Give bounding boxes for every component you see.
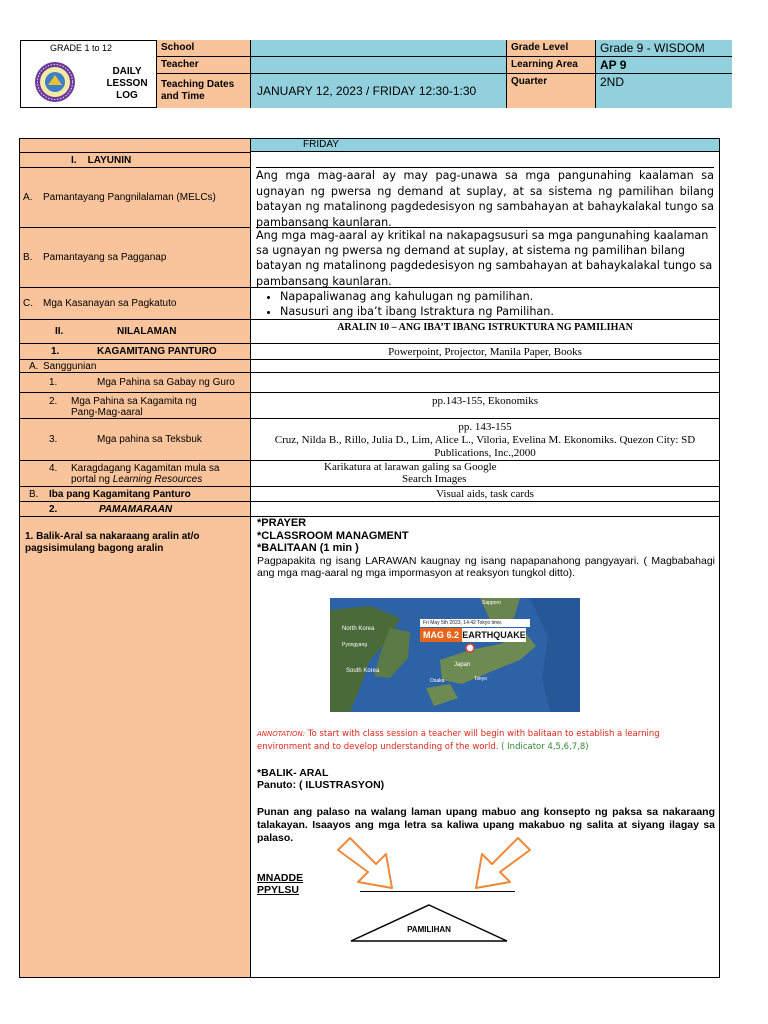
learning-area-label: Learning Area: [507, 57, 596, 74]
row-c-letter: C.: [23, 298, 33, 309]
scrambled-words: [257, 872, 303, 896]
grade-level-value: Grade 9 - WISDOM: [596, 40, 732, 57]
ref-row-4-text-1: Karagdagang Kagamitan mula sa portal ng: [71, 463, 220, 485]
balik-aral-heading: *BALIK- ARAL: [257, 767, 329, 779]
ref-row-4-text: [71, 463, 231, 485]
annotation-indicator: ( Indicator 4,5,6,7,8): [501, 742, 589, 752]
map-label-south-korea: South Korea: [346, 668, 380, 674]
teacher-label: Teacher: [157, 57, 251, 74]
quarter-label: Quarter: [507, 74, 596, 108]
layunin-text: I. LAYUNIN: [71, 154, 132, 166]
school-seal-logo: [34, 61, 76, 103]
pamamaraan-heading: [19, 501, 251, 516]
school-label: School: [157, 40, 251, 57]
row-c-value: [250, 287, 720, 319]
kagamitan-heading: [19, 343, 251, 359]
ref-row-3-value: [250, 418, 720, 460]
iba-pang-text: Iba pang Kagamitang Panturo: [49, 488, 191, 500]
ref-row-2-label: [19, 392, 251, 418]
ref-row-4-value-1: Karikatura at larawan galing sa Google: [324, 461, 497, 473]
row-c-text: Mga Kasanayan sa Pagkatuto: [43, 298, 177, 309]
ref-row-1-label: [19, 372, 251, 392]
nilalaman-text: NILALAMAN: [117, 326, 177, 337]
prayer-text: *PRAYER: [257, 517, 307, 529]
grade-level-label: Grade Level: [507, 40, 596, 57]
ref-row-4-value-2: Search Images: [402, 473, 467, 485]
panuto-text: Panuto: ( ILUSTRASYON): [257, 779, 385, 791]
balitaan-heading: *BALITAAN (1 min ): [257, 542, 359, 554]
map-date-label: Fri May 5th 2023, 14:42 Tokyo time.: [420, 619, 530, 627]
ref-row-2-value: pp.143-155, Ekonomiks: [250, 392, 720, 418]
row-b-value: Ang mga mag-aaral ay kritikal na nakapagsusuri sa mga pangunahing kaalaman sa ugnayan ng pwersa ng demand at suplay, at sistema ng pamilihan bilang batayan ng matalinong pagdedesisyon ng sambahayan at bahaykalakal tungo sa pambansang kaunlaran.: [256, 227, 716, 287]
sanggunian-text: Sanggunian: [43, 360, 97, 372]
scrambled-word-2: PPYLSU: [257, 884, 300, 896]
pamamaraan-text: PAMAMARAAN: [99, 503, 173, 515]
scrambled-word-1: MNADDE: [257, 872, 304, 884]
procedure-intro: [257, 517, 715, 580]
iba-pang-letter: B.: [29, 488, 39, 500]
ref-row-4-value: [250, 460, 720, 486]
teaching-dates-line1: Teaching Dates: [161, 79, 235, 90]
ref-row-2-num: 2.: [49, 396, 58, 407]
pamamaraan-num: 2.: [49, 503, 58, 515]
ref-row-3-label: [19, 418, 251, 460]
kagamitan-value: Powerpoint, Projector, Manila Paper, Books: [250, 343, 720, 359]
row-c-label: [19, 287, 251, 319]
row-b-letter: B.: [23, 252, 33, 263]
sanggunian-heading: [19, 359, 251, 372]
ref-row-3-pages: pp. 143-155: [458, 421, 512, 433]
ref-row-1-text: Mga Pahina sa Gabay ng Guro: [97, 377, 235, 388]
map-label-pyongyang: Pyongyang: [342, 642, 368, 648]
school-value: [251, 40, 507, 57]
row-b-text: Pamantayang sa Pagganap: [43, 252, 167, 263]
ref-row-3-citation: Cruz, Nilda B., Rillo, Julia D., Lim, Alice L., Viloria, Evelina M. Ekonomiks. Quezon City: SD Publications, Inc.,2000: [274, 434, 696, 459]
layunin-heading: [19, 152, 251, 167]
balance-line: [360, 891, 515, 892]
kagamitan-num: 1.: [51, 346, 60, 357]
ref-row-4-num: 4.: [49, 463, 58, 474]
triangle-label: PAMILIHAN: [407, 925, 451, 934]
skill-item: • Nasusuri ang iba’t ibang Istraktura ng Pamilihan.: [280, 304, 720, 319]
map-label-sapporo: Sapporo: [482, 600, 501, 606]
map-label-japan: Japan: [454, 662, 471, 668]
ref-row-4-label: [19, 460, 251, 486]
map-label-osaka: Osaka: [430, 678, 445, 684]
iba-pang-value: Visual aids, task cards: [250, 486, 720, 501]
ref-row-2-text: Mga Pahina sa Kagamita ng Pang-Mag-aaral: [71, 396, 197, 418]
ref-row-3-text: Mga pahina sa Teksbuk: [97, 434, 202, 445]
balitaan-text: Pagpapakita ng isang LARAWAN kaugnay ng isang napapanahong pangyayari. ( Magbabahagi ang mga mag-aaral ng mga impormasyon at reaksyon tungkol ditto).: [257, 554, 715, 579]
skill-item: • Napapaliwanag ang kahulugan ng pamilihan.: [280, 289, 720, 304]
classroom-text: *CLASSROOM MANAGMENT: [257, 529, 409, 542]
pamamaraan-value: [250, 501, 720, 516]
sanggunian-letter: A.: [29, 360, 39, 372]
left-arrow-shape: [334, 836, 400, 892]
map-earthquake-title: EARTHQUAKE: [462, 630, 526, 640]
teaching-dates-line2: and Time: [161, 91, 205, 102]
ref-row-1-value: [250, 372, 720, 392]
log-title: [104, 66, 150, 102]
annotation-body: To start with class session a teacher will begin with balitaan to establish a learning environment and to develop understanding of the world.: [257, 729, 660, 752]
dates-value-text: JANUARY 12, 2023 / FRIDAY 12:30-1:30: [257, 84, 477, 98]
nilalaman-num: II.: [55, 326, 64, 337]
aralin-title: ARALIN 10 – ANG IBA’T IBANG ISTRUKTURA NG PAMILIHAN: [250, 319, 720, 343]
annotation-text: [257, 728, 715, 754]
map-magnitude-badge: MAG 6.2: [420, 628, 462, 642]
iba-pang-label: [19, 486, 251, 501]
quarter-value: 2ND: [596, 74, 732, 108]
earthquake-map-image: [330, 598, 580, 712]
row-a-label: [19, 167, 251, 227]
row-a-text: Pamantayang Pangnilalaman (MELCs): [43, 192, 216, 203]
ref-row-3-num: 3.: [49, 434, 58, 445]
sanggunian-value: [250, 359, 720, 372]
ref-row-1-num: 1.: [49, 377, 58, 388]
punan-instructions: Punan ang palaso na walang laman upang mabuo ang konsepto ng paksa sa nakaraang talakayan. Isaayos ang mga letra sa kaliwa upang makabuo ng salita at siyang ilagay sa palaso.: [257, 806, 715, 844]
day-header-text: FRIDAY: [303, 139, 339, 150]
map-label-north-korea: North Korea: [342, 626, 375, 632]
nilalaman-heading: [19, 319, 251, 343]
log-title-lesson: LESSON: [106, 78, 148, 89]
teaching-dates-value: [251, 74, 507, 108]
annotation-label: ANNOTATION:: [257, 730, 306, 738]
log-title-log: LOG: [116, 90, 138, 101]
grade-range: GRADE 1 to 12: [50, 43, 113, 53]
row-a-value: Ang mga mag-aaral ay may pag-unawa sa mga pangunahing kaalaman sa ugnayan ng pwersa ng demand at suplay, at sa sistema ng pamilihan bilang batayan ng matalinong pagdedesisyon ng sambahayan at bahaykalakal tungo sa pambansang kaunlaran.: [256, 169, 714, 229]
learning-area-value: AP 9: [596, 57, 732, 74]
header-logo-cell: [20, 40, 157, 108]
teacher-value: [251, 57, 507, 74]
pamilihan-triangle: [349, 904, 509, 942]
log-title-daily: DAILY: [112, 66, 142, 77]
teaching-dates-label: [157, 74, 251, 108]
ref-row-4-text-2: Learning Resources: [112, 474, 203, 485]
balik-aral-label: [19, 516, 251, 978]
row-a-letter: A.: [23, 192, 33, 203]
row-b-label: [19, 227, 251, 287]
balik-aral-label-text: 1. Balik-Aral sa nakaraang aralin at/o pagsisimulang bagong aralin: [25, 531, 200, 554]
kagamitan-text: KAGAMITANG PANTURO: [97, 346, 217, 357]
right-arrow-shape: [468, 836, 534, 892]
day-header: [250, 138, 720, 152]
skills-list: [250, 289, 720, 319]
balik-aral-section: [257, 767, 715, 845]
map-label-tokyo: Tokyo: [474, 676, 488, 682]
